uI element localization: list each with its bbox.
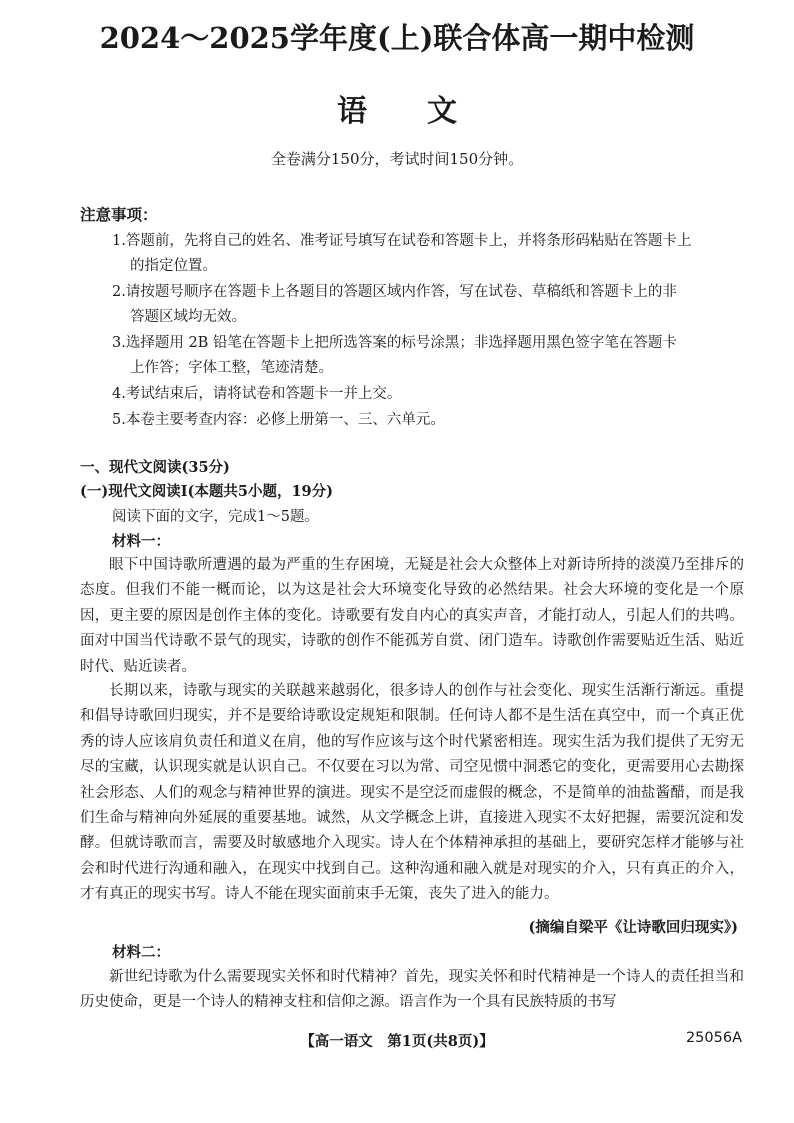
notice-list: [112, 229, 748, 434]
material-two-paragraph-1: 新世纪诗歌为什么需要现实关怀和时代精神？首先，现实关怀和时代精神是一个诗人的责任担当和历史使命，更是一个诗人的精神支柱和信仰之源。语言作为一个具有民族特质的书写: [80, 969, 744, 1011]
subsection-heading: (一)现代文阅读Ⅰ(本题共5小题，19分): [80, 483, 333, 500]
notice-item: [112, 280, 748, 330]
notice-item-cont: 上作答；字体工整，笔迹清楚。: [130, 360, 333, 376]
material-two-label: 材料二：: [112, 944, 170, 961]
reading-instruction: 阅读下面的文字，完成1～5题。: [112, 509, 319, 525]
notice-item: [112, 382, 748, 407]
material-one-label: 材料一：: [112, 533, 170, 550]
material-one-paragraph-2: 长期以来，诗歌与现实的关联越来越弱化，很多诗人的创作与社会变化、现实生活渐行渐远。重提和倡导诗歌回归现实，并不是要给诗歌设定规矩和限制。任何诗人都不是生活在真空中，而一个真正优秀的诗人应该肩负责任和道义在肩，他的写作应该与这个时代紧密相连。现实生活为我们提供了无穷无尽的宝藏，认识现实就是认识自己。不仅要在习以为常、司空见惯中洞悉它的变化，更需要用心去勘探社会形态、人们的观念与精神世界的演进。现实不是空泛而虚假的概念，不是简单的油盐酱醋，而是我们生命与精神向外延展的重要基地。诚然，从文学概念上讲，直接进入现实不太好把握，需要沉淀和发酵。但就诗歌而言，需要及时敏感地介入现实。诗人在个体精神承担的基础上，要研究怎样才能够与社会和时代进行沟通和融入，在现实中找到自己。这种沟通和融入就是对现实的介入，只有真正的介入，才有真正的现实书写。诗人不能在现实面前束手无策，丧失了进入的能力。: [80, 683, 744, 903]
notice-item-text: 1.答题前，先将自己的姓名、准考证号填写在试卷和答题卡上，并将条形码粘贴在答题卡上: [112, 233, 692, 249]
notice-item: [112, 408, 748, 433]
notice-heading: 注意事项：: [80, 205, 158, 224]
notice-item: [112, 331, 748, 381]
notice-item-cont: 的指定位置。: [130, 258, 217, 274]
material-one-source: (摘编自梁平《让诗歌回归现实》): [528, 919, 738, 936]
exam-title: 2024～2025学年度(上)联合体高一期中检测: [99, 21, 695, 55]
notice-item-text: 4.考试结束后，请将试卷和答题卡一并上交。: [112, 386, 402, 402]
notice-item-cont: 答题区域均无效。: [130, 309, 246, 325]
section-heading: 一、现代文阅读(35分): [80, 459, 230, 476]
notice-item: [112, 229, 748, 279]
full-score-note: 全卷满分150分，考试时间150分钟。: [270, 150, 524, 168]
exam-code: 25056A: [685, 1030, 742, 1046]
subject-title: 语文: [337, 94, 517, 129]
notice-item-text: 3.选择题用 2B 铅笔在答题卡上把所选答案的标号涂黑；非选择题用黑色签字笔在答题卡: [112, 335, 677, 351]
notice-item-text: 5.本卷主要考查内容：必修上册第一、三、六单元。: [112, 412, 445, 428]
page-footer: 【高一语文 第1页(共8页)】: [300, 1033, 494, 1050]
notice-item-text: 2.请按题号顺序在答题卡上各题目的答题区域内作答，写在试卷、草稿纸和答题卡上的非: [112, 284, 677, 300]
material-one-paragraph-1: 眼下中国诗歌所遭遇的最为严重的生存困境，无疑是社会大众整体上对新诗所持的淡漠乃至排斥的态度。但我们不能一概而论，以为这是社会大环境变化导致的必然结果。社会大环境的变化是一个原因，更主要的原因是创作主体的变化。诗歌要有发自内心的真实声音，才能打动人，引起人们的共鸣。面对中国当代诗歌不景气的现实，诗歌的创作不能孤芳自赏、闭门造车。诗歌创作需要贴近生活、贴近时代、贴近读者。: [80, 557, 744, 675]
